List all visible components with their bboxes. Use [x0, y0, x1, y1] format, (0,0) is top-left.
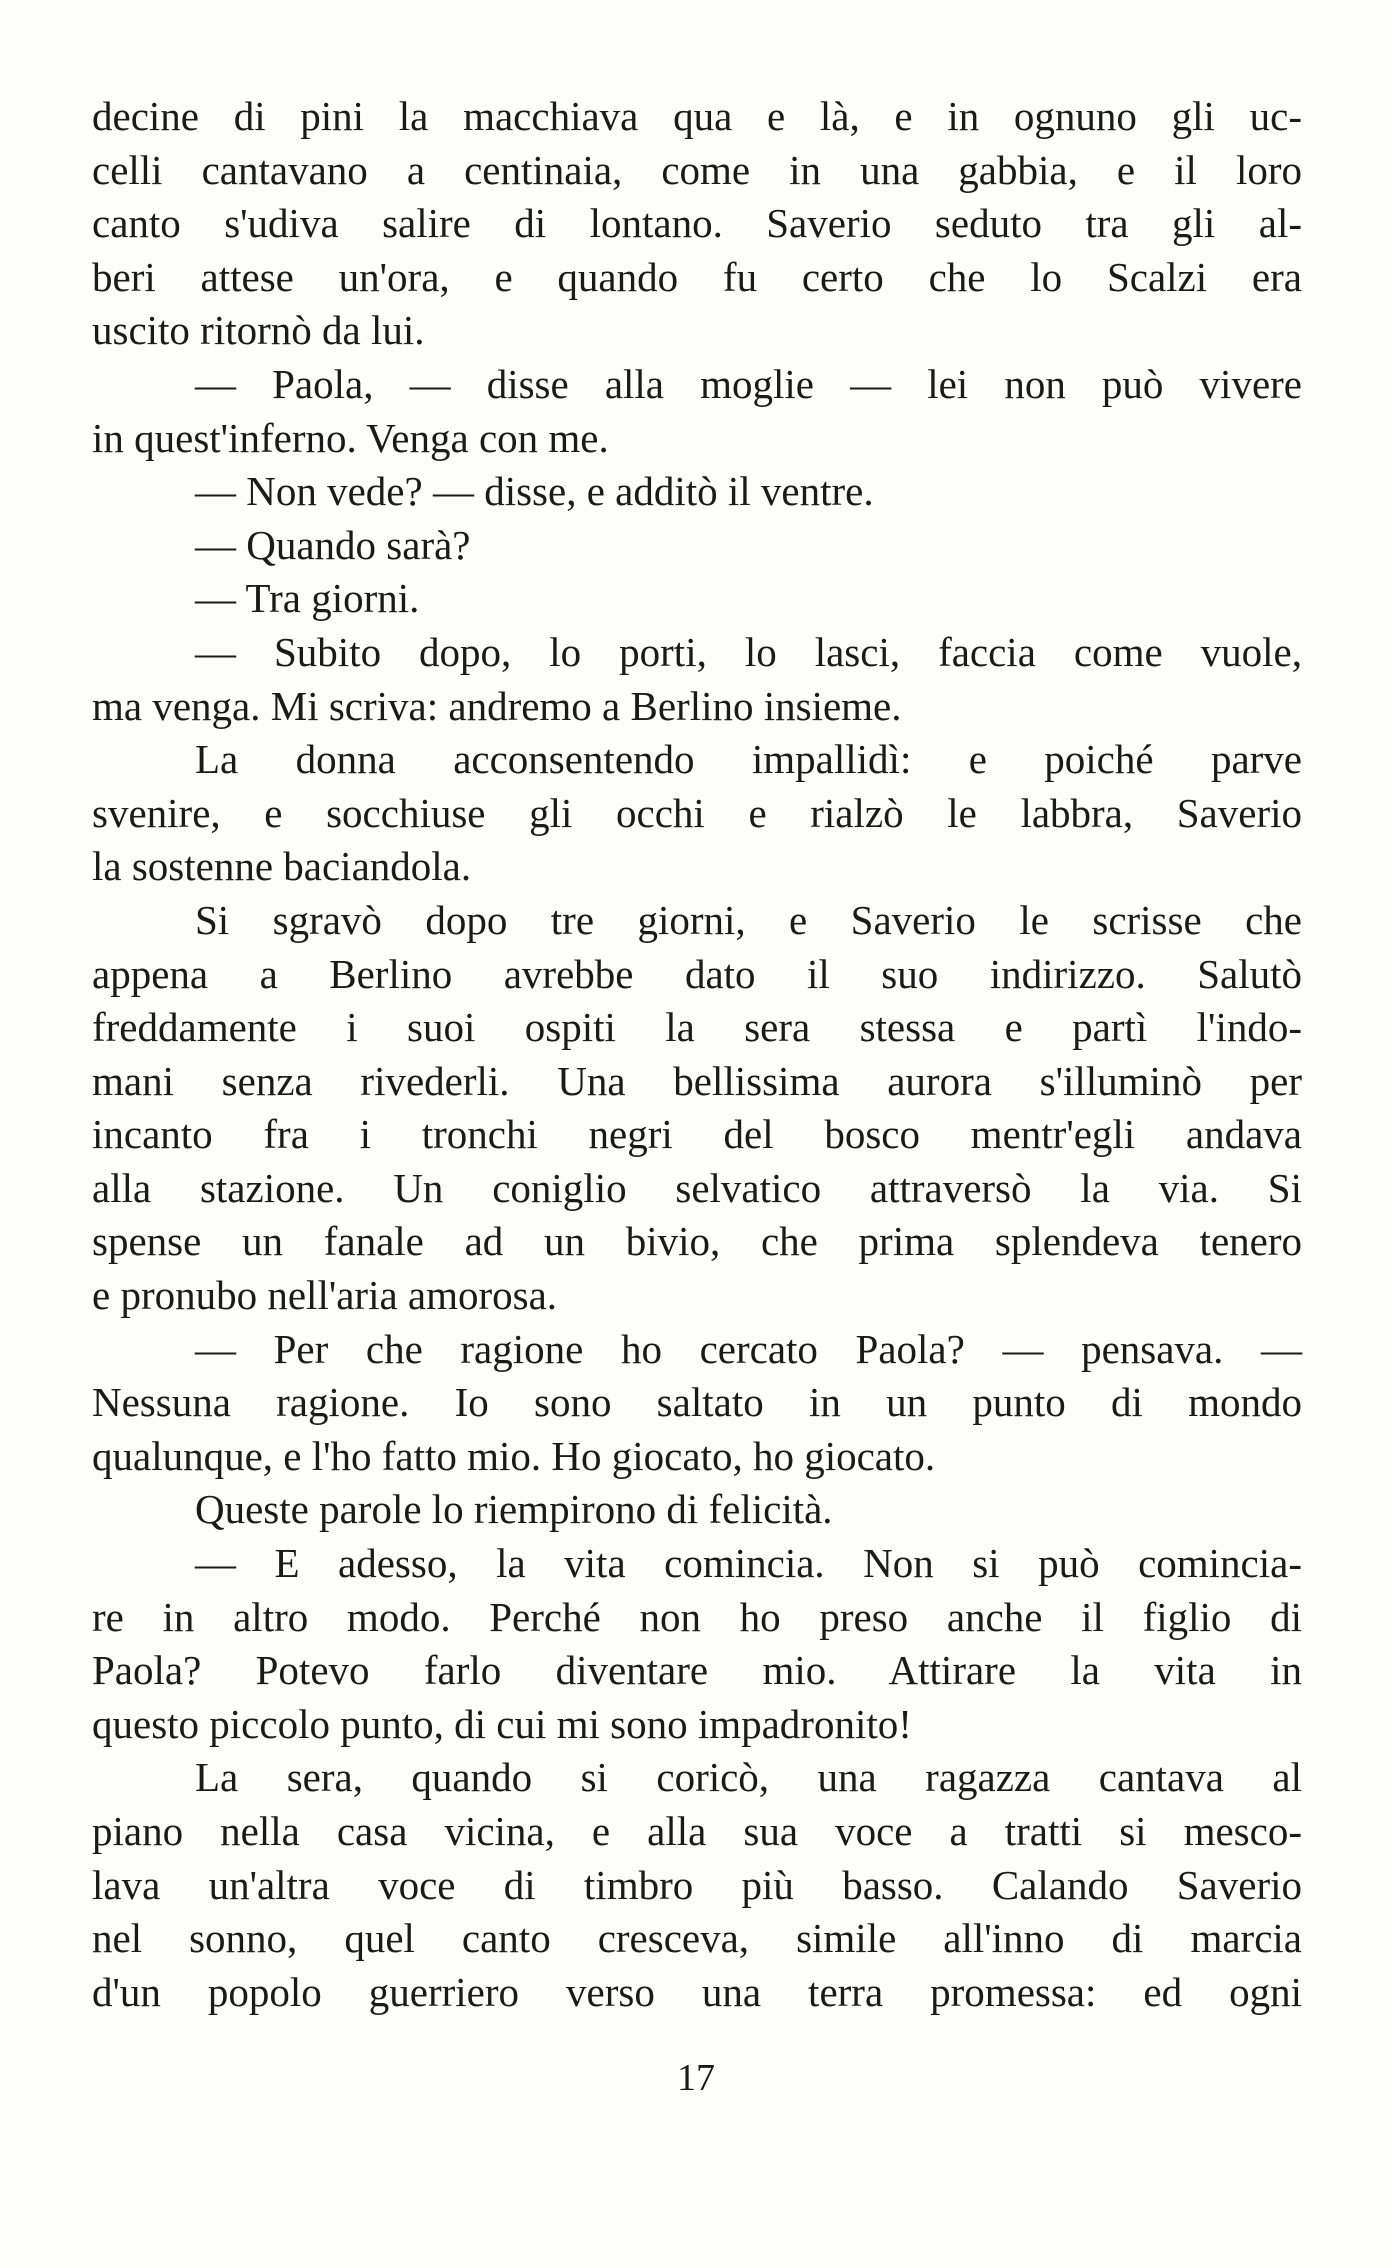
text-line: — Tra giorni. [195, 575, 420, 622]
text-line: La donna acconsentendo impallidì: e poiché parve [195, 736, 1302, 783]
text-line: Nessuna ragione. Io sono saltato in un punto di mondo [92, 1379, 1302, 1426]
text-line: svenire, e socchiuse gli occhi e rialzò le labbra, Saverio [92, 789, 1302, 836]
text-line: appena a Berlino avrebbe dato il suo indirizzo. Salutò [92, 950, 1302, 997]
text-line: — E adesso, la vita comincia. Non si può comincia- [195, 1540, 1302, 1587]
text-line: Queste parole lo riempirono di felicità. [195, 1486, 833, 1533]
text-line: — Paola, — disse alla moglie — lei non può vivere [195, 360, 1302, 407]
text-line: spense un fanale ad un bivio, che prima splendeva tenero [92, 1218, 1302, 1265]
text-line: Si sgravò dopo tre giorni, e Saverio le scrisse che [195, 896, 1302, 943]
text-line: mani senza rivederli. Una bellissima aurora s'illuminò per [92, 1057, 1302, 1104]
text-line: piano nella casa vicina, e alla sua voce a tratti si mesco- [92, 1808, 1302, 1854]
text-line: — Quando sarà? [195, 521, 471, 568]
text-line: incanto fra i tronchi negri del bosco mentr'egli andava [92, 1111, 1302, 1158]
body-text [92, 90, 1302, 2019]
text-line: Paola? Potevo farlo diventare mio. Attirare la vita in [92, 1647, 1302, 1694]
text-line: la sostenne baciandola. [92, 843, 472, 890]
text-line: alla stazione. Un coniglio selvatico attraversò la via. Si [92, 1164, 1302, 1211]
text-line: lava un'altra voce di timbro più basso. Calando Saverio [92, 1861, 1302, 1908]
text-line: questo piccolo punto, di cui mi sono impadronito! [92, 1700, 912, 1747]
text-line: — Subito dopo, lo porti, lo lasci, faccia come vuole, [195, 628, 1302, 675]
text-line: e pronubo nell'aria amorosa. [92, 1272, 558, 1319]
text-line: beri attese un'ora, e quando fu certo che lo Scalzi era [92, 253, 1302, 300]
text-line: uscito ritornò da lui. [92, 307, 425, 354]
text-line: freddamente i suoi ospiti la sera stessa e partì l'indo- [92, 1004, 1302, 1051]
text-line: nel sonno, quel canto cresceva, simile all'inno di marcia [92, 1915, 1302, 1962]
text-line: re in altro modo. Perché non ho preso anche il figlio di [92, 1593, 1302, 1640]
text-line: ma venga. Mi scriva: andremo a Berlino insieme. [92, 682, 902, 729]
text-line: canto s'udiva salire di lontano. Saverio seduto tra gli al- [92, 200, 1302, 247]
text-line: in quest'inferno. Venga con me. [92, 414, 609, 461]
text-line: La sera, quando si coricò, una ragazza cantava al [195, 1754, 1302, 1801]
text-line: decine di pini la macchiava qua e là, e in ognuno gli uc- [92, 93, 1302, 139]
page-number: 17 [677, 2057, 715, 2099]
text-line: — Non vede? — disse, e additò il ventre. [195, 468, 874, 515]
text-line: d'un popolo guerriero verso una terra promessa: ed ogni [92, 1968, 1302, 2015]
text-line: celli cantavano a centinaia, come in una gabbia, e il loro [92, 146, 1302, 193]
text-line: qualunque, e l'ho fatto mio. Ho giocato, ho giocato. [92, 1432, 936, 1479]
text-line: — Per che ragione ho cercato Paola? — pensava. — [195, 1325, 1302, 1372]
